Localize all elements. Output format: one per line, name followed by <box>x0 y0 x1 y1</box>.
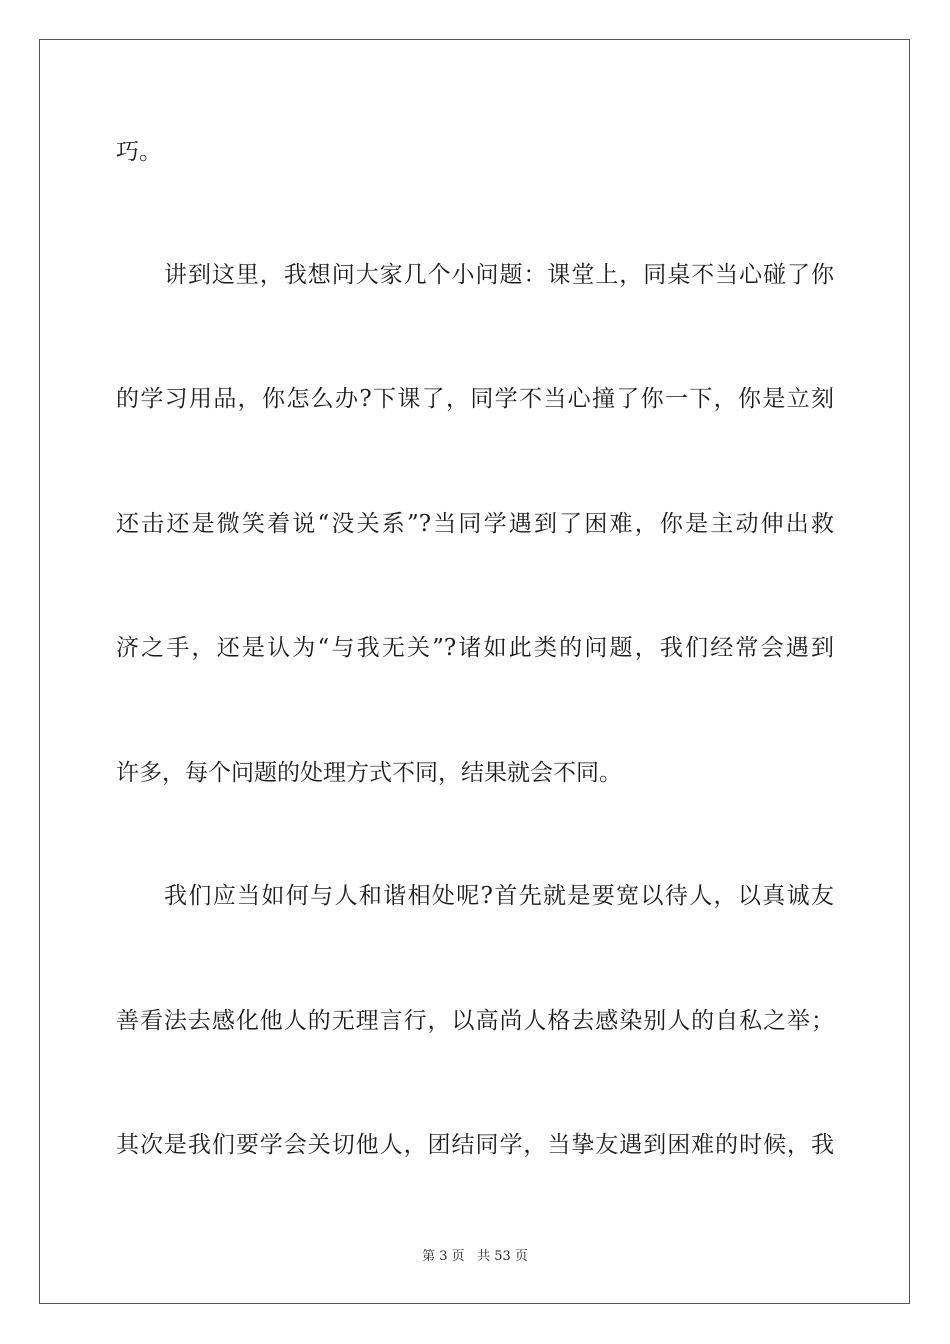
text-line-2: 讲到这里，我想问大家几个小问题：课堂上，同桌不当心碰了你 <box>164 262 834 288</box>
text-line-5: 济之手，还是认为“与我无关”?诸如此类的问题，我们经常会遇到 <box>116 635 834 661</box>
text-line-4: 还击还是微笑着说“没关系”?当同学遇到了困难，你是主动伸出救 <box>116 511 834 537</box>
page-number: 第 3 页 <box>422 1249 465 1264</box>
page-footer <box>0 1248 950 1266</box>
page-total: 共 53 页 <box>477 1249 528 1264</box>
page-frame <box>39 39 910 1304</box>
text-line-3: 的学习用品，你怎么办?下课了，同学不当心撞了你一下，你是立刻 <box>116 386 834 412</box>
text-line-9: 其次是我们要学会关切他人，团结同学，当挚友遇到困难的时候，我 <box>116 1132 834 1158</box>
text-line-1: 巧。 <box>116 139 162 165</box>
text-line-6: 许多，每个问题的处理方式不同，结果就会不同。 <box>116 760 622 786</box>
text-line-7: 我们应当如何与人和谐相处呢?首先就是要宽以待人，以真诚友 <box>164 883 834 909</box>
text-line-8: 善看法去感化他人的无理言行，以高尚人格去感染别人的自私之举； <box>116 1008 834 1034</box>
